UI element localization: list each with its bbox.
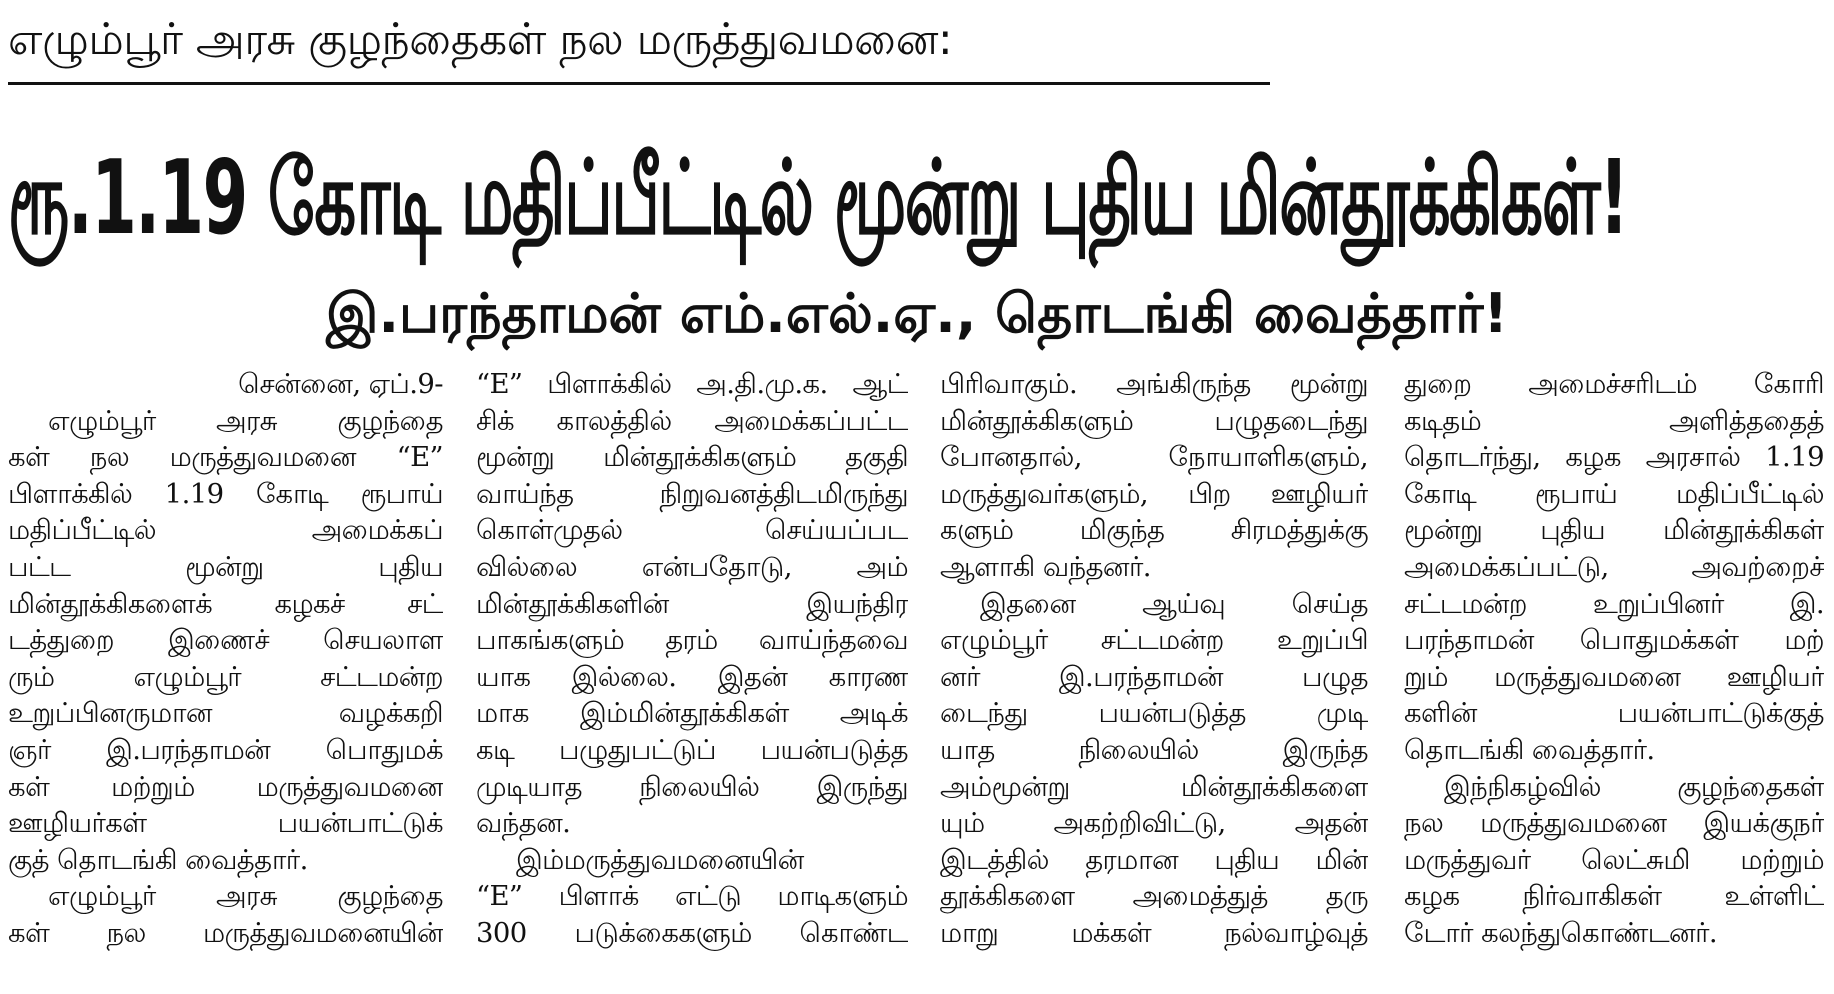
text-line: வந்தன. [476, 807, 571, 840]
text-line: மூன்று புதிய மின்தூக்கிகள் [1404, 514, 1824, 547]
text-line: கள் நல மருத்துவமனையின் [8, 916, 443, 949]
text-line: சட்டமன்ற உறுப்பினர் இ. [1404, 587, 1824, 620]
kicker-title: எழும்பூர் அரசு குழந்தைகள் நல மருத்துவமனை: [8, 14, 953, 65]
text-line: எழும்பூர் சட்டமன்ற உறுப்பி [940, 624, 1368, 657]
text-line: டைந்து பயன்படுத்த முடி [940, 697, 1368, 730]
text-line: கடி பழுதுபட்டுப் பயன்படுத்த [476, 733, 908, 766]
text-line: ஞர் இ.பரந்தாமன் பொதுமக் [8, 733, 443, 766]
text-line: கள் நல மருத்துவமனை “E” [8, 441, 443, 474]
text-line: 300 படுக்கைகளும் கொண்ட [476, 916, 908, 949]
text-line: மாக இம்மின்தூக்கிகள் அடிக் [476, 697, 908, 730]
text-line: டோர் கலந்துகொண்டனர். [1404, 916, 1718, 949]
text-line: “E” பிளாக்கில் அ.தி.மு.க. ஆட் [476, 368, 908, 400]
article-column-4 [1404, 366, 1824, 986]
text-line: மதிப்பீட்டில் அமைக்கப் [8, 514, 443, 547]
text-line: களும் மிகுந்த சிரமத்துக்கு [940, 514, 1368, 547]
dateline: சென்னை, ஏப்.9- [238, 368, 443, 400]
text-line: வில்லை என்பதோடு, அம் [476, 550, 908, 583]
text-line: களின் பயன்பாட்டுக்குத் [1404, 697, 1824, 730]
text-line: டத்துறை இணைச் செயலாள [8, 624, 443, 657]
article-column-1 [8, 366, 443, 986]
text-line: உறுப்பினருமான வழக்கறி [8, 697, 443, 730]
text-line: இதனை ஆய்வு செய்த [980, 587, 1368, 620]
text-line: தொடர்ந்து, கழக அரசால் 1.19 [1404, 441, 1824, 474]
text-line: தொடங்கி வைத்தார். [1404, 733, 1655, 766]
text-line: கொள்முதல் செய்யப்பட [476, 514, 908, 547]
text-line: மின்தூக்கிகளைக் கழகச் சட் [8, 587, 443, 620]
text-line: மூன்று மின்தூக்கிகளும் தகுதி [476, 441, 908, 474]
text-line: எழும்பூர் அரசு குழந்தை [48, 404, 443, 437]
text-line: கழக நிர்வாகிகள் உள்ளிட் [1404, 880, 1824, 913]
text-line: நல மருத்துவமனை இயக்குநர் [1404, 807, 1824, 840]
text-line: னர் இ.பரந்தாமன் பழுத [940, 660, 1368, 693]
text-line: அமைக்கப்பட்டு, அவற்றைச் [1404, 550, 1824, 583]
text-line: கள் மற்றும் மருத்துவமனை [8, 770, 443, 803]
text-line: மாறு மக்கள் நல்வாழ்வுத் [940, 916, 1368, 949]
article-column-2 [476, 366, 908, 986]
text-line: யும் அகற்றிவிட்டு, அதன் [940, 807, 1368, 840]
text-line: ஆளாகி வந்தனர். [940, 550, 1151, 583]
text-line: வாய்ந்த நிறுவனத்திடமிருந்து [476, 477, 908, 510]
text-line: போனதால், நோயாளிகளும், [940, 441, 1368, 474]
text-line: துறை அமைச்சரிடம் கோரி [1404, 368, 1824, 400]
subheadline: இ.பரந்தாமன் எம்.எல்.ஏ., தொடங்கி வைத்தார்! [325, 282, 1509, 345]
text-line: யாத நிலையில் இருந்த [940, 733, 1368, 766]
text-line: கடிதம் அளித்ததைத் [1404, 404, 1824, 437]
headline: ரூ.1.19 கோடி மதிப்பீட்டில் மூன்று புதிய மின்தூக்கிகள்! [8, 137, 1628, 258]
text-line: தூக்கிகளை அமைத்துத் தரு [940, 880, 1368, 913]
text-line: இடத்தில் தரமான புதிய மின் [940, 843, 1368, 876]
article-column-3 [940, 366, 1368, 986]
text-line: யாக இல்லை. இதன் காரண [476, 660, 908, 693]
text-line: குத் தொடங்கி வைத்தார். [8, 843, 308, 876]
text-line: மின்தூக்கிகளின் இயந்திர [476, 587, 908, 620]
text-line: சிக் காலத்தில் அமைக்கப்பட்ட [476, 404, 908, 437]
text-line: முடியாத நிலையில் இருந்து [476, 770, 908, 803]
text-line: பிளாக்கில் 1.19 கோடி ரூபாய் [8, 477, 443, 510]
text-line: பட்ட மூன்று புதிய [8, 550, 443, 583]
text-line: மின்தூக்கிகளும் பழுதடைந்து [940, 404, 1368, 437]
text-line: ஊழியர்கள் பயன்பாட்டுக் [8, 807, 443, 840]
text-line: மருத்துவர் லெட்சுமி மற்றும் [1404, 843, 1824, 876]
text-line: பரந்தாமன் பொதுமக்கள் மற் [1404, 624, 1824, 657]
text-line: ரும் எழும்பூர் சட்டமன்ற [8, 660, 443, 693]
kicker-underline [8, 82, 1270, 85]
text-line: இம்மருத்துவமனையின் [516, 843, 804, 876]
text-line: இந்நிகழ்வில் குழந்தைகள் [1444, 770, 1824, 803]
text-line: “E” பிளாக் எட்டு மாடிகளும் [476, 880, 908, 913]
text-line: பாகங்களும் தரம் வாய்ந்தவை [476, 624, 908, 657]
text-line: எழும்பூர் அரசு குழந்தை [48, 880, 443, 913]
text-line: கோடி ரூபாய் மதிப்பீட்டில் [1404, 477, 1824, 510]
text-line: றும் மருத்துவமனை ஊழியர் [1404, 660, 1824, 693]
text-line: பிரிவாகும். அங்கிருந்த மூன்று [940, 368, 1368, 400]
text-line: மருத்துவர்களும், பிற ஊழியர் [940, 477, 1368, 510]
text-line: அம்மூன்று மின்தூக்கிகளை [940, 770, 1368, 803]
